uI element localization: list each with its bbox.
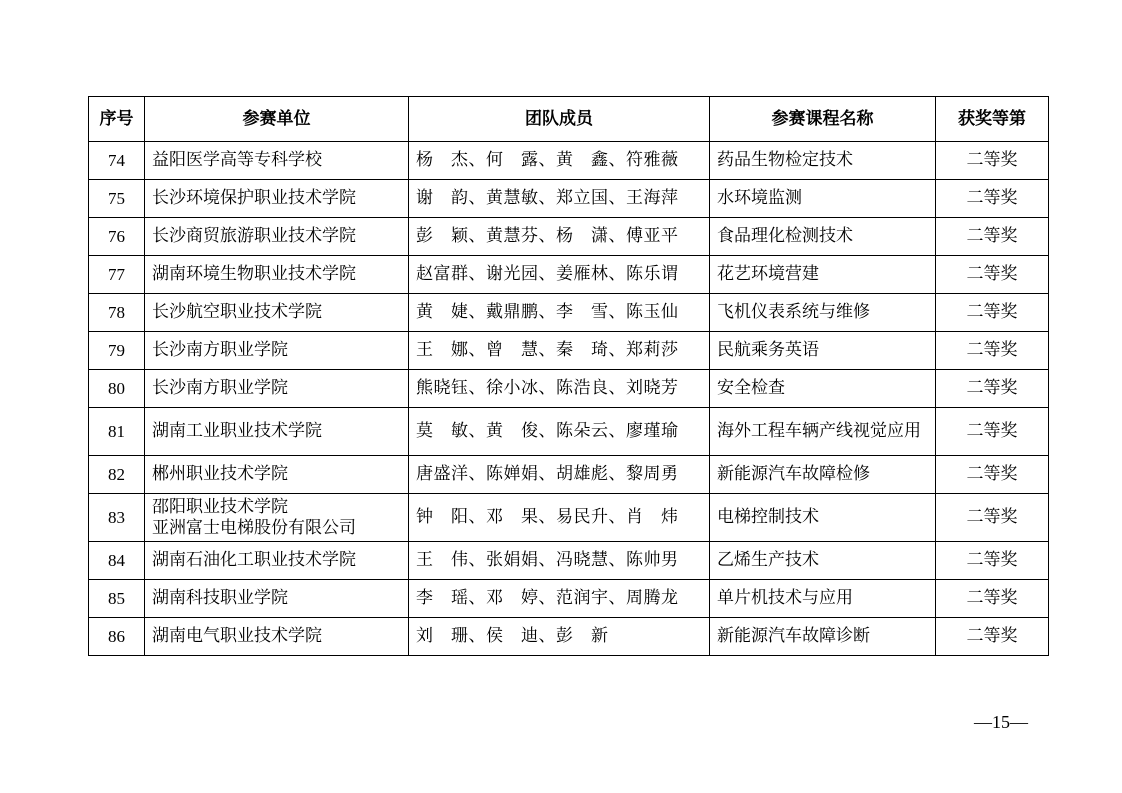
unit-line: 湖南电气职业技术学院: [152, 626, 322, 646]
row-course: 安全检查: [710, 370, 936, 408]
row-award: 二等奖: [936, 218, 1049, 256]
row-num: 80: [89, 370, 145, 408]
table-row: [89, 456, 1049, 494]
row-unit: [145, 494, 409, 542]
table-row: [89, 294, 1049, 332]
row-unit: [145, 456, 409, 494]
row-award: 二等奖: [936, 294, 1049, 332]
row-members: 黄 婕、戴鼎鹏、李 雪、陈玉仙: [409, 294, 710, 332]
table-row: [89, 256, 1049, 294]
unit-line: 长沙南方职业学院: [152, 378, 288, 398]
row-award: 二等奖: [936, 618, 1049, 656]
row-unit: [145, 294, 409, 332]
unit-line: 湖南工业职业技术学院: [152, 421, 322, 441]
row-award: 二等奖: [936, 332, 1049, 370]
row-course: 花艺环境营建: [710, 256, 936, 294]
unit-line: 亚洲富士电梯股份有限公司: [152, 517, 356, 538]
row-members: 钟 阳、邓 果、易民升、肖 炜: [409, 494, 710, 542]
row-course: 飞机仪表系统与维修: [710, 294, 936, 332]
row-award: 二等奖: [936, 142, 1049, 180]
unit-line: 长沙商贸旅游职业技术学院: [152, 226, 356, 246]
row-num: 82: [89, 456, 145, 494]
unit-line: 邵阳职业技术学院: [152, 496, 288, 517]
row-course: 新能源汽车故障检修: [710, 456, 936, 494]
row-award: 二等奖: [936, 542, 1049, 580]
row-unit: [145, 332, 409, 370]
table-row: [89, 618, 1049, 656]
row-num: 74: [89, 142, 145, 180]
unit-line: 长沙航空职业技术学院: [152, 302, 322, 322]
row-course: 民航乘务英语: [710, 332, 936, 370]
row-members: 谢 韵、黄慧敏、郑立国、王海萍: [409, 180, 710, 218]
unit-line: 湖南环境生物职业技术学院: [152, 264, 356, 284]
row-course: 水环境监测: [710, 180, 936, 218]
table-row: [89, 180, 1049, 218]
unit-line: 湖南石油化工职业技术学院: [152, 550, 356, 570]
table-row: [89, 580, 1049, 618]
row-course: 药品生物检定技术: [710, 142, 936, 180]
row-course: 食品理化检测技术: [710, 218, 936, 256]
table-header-row: [89, 97, 1049, 142]
row-award: 二等奖: [936, 580, 1049, 618]
row-award: 二等奖: [936, 408, 1049, 456]
header-course: 参赛课程名称: [710, 97, 936, 142]
row-unit: [145, 256, 409, 294]
award-table: [88, 96, 1049, 656]
row-unit: [145, 542, 409, 580]
unit-line: 郴州职业技术学院: [152, 464, 288, 484]
row-course: 电梯控制技术: [710, 494, 936, 542]
page-number: —15—: [974, 712, 1028, 732]
row-num: 78: [89, 294, 145, 332]
table-row: [89, 332, 1049, 370]
row-unit: [145, 142, 409, 180]
row-num: 81: [89, 408, 145, 456]
row-unit: [145, 218, 409, 256]
row-award: 二等奖: [936, 456, 1049, 494]
unit-line: 长沙环境保护职业技术学院: [152, 188, 356, 208]
row-members: 杨 杰、何 露、黄 鑫、符雅薇: [409, 142, 710, 180]
table-row: [89, 370, 1049, 408]
table-row: [89, 494, 1049, 542]
row-unit: [145, 580, 409, 618]
row-award: 二等奖: [936, 256, 1049, 294]
row-course: 乙烯生产技术: [710, 542, 936, 580]
row-award: 二等奖: [936, 180, 1049, 218]
row-members: 赵富群、谢光园、姜雁林、陈乐谓: [409, 256, 710, 294]
row-members: 莫 敏、黄 俊、陈朵云、廖瑾瑜: [409, 408, 710, 456]
row-unit: [145, 618, 409, 656]
header-unit: 参赛单位: [145, 97, 409, 142]
row-award: 二等奖: [936, 494, 1049, 542]
row-num: 77: [89, 256, 145, 294]
row-num: 75: [89, 180, 145, 218]
table-row: [89, 408, 1049, 456]
row-members: 王 娜、曾 慧、秦 琦、郑莉莎: [409, 332, 710, 370]
row-num: 86: [89, 618, 145, 656]
row-unit: [145, 370, 409, 408]
row-unit: [145, 180, 409, 218]
row-course: 单片机技术与应用: [710, 580, 936, 618]
row-members: 唐盛洋、陈婵娟、胡雄彪、黎周勇: [409, 456, 710, 494]
row-num: 79: [89, 332, 145, 370]
row-members: 王 伟、张娟娟、冯晓慧、陈帅男: [409, 542, 710, 580]
header-members: 团队成员: [409, 97, 710, 142]
row-unit: [145, 408, 409, 456]
table-row: [89, 542, 1049, 580]
table-row: [89, 142, 1049, 180]
unit-line: 湖南科技职业学院: [152, 588, 288, 608]
row-num: 85: [89, 580, 145, 618]
row-members: 彭 颖、黄慧芬、杨 潇、傅亚平: [409, 218, 710, 256]
row-award: 二等奖: [936, 370, 1049, 408]
row-course: 海外工程车辆产线视觉应用: [710, 408, 936, 456]
row-num: 83: [89, 494, 145, 542]
header-award: 获奖等第: [936, 97, 1049, 142]
row-members: 李 瑶、邓 婷、范润宇、周腾龙: [409, 580, 710, 618]
table-row: [89, 218, 1049, 256]
row-members: 刘 珊、侯 迪、彭 新: [409, 618, 710, 656]
row-num: 84: [89, 542, 145, 580]
row-course: 新能源汽车故障诊断: [710, 618, 936, 656]
unit-line: 益阳医学高等专科学校: [152, 150, 322, 170]
unit-line: 长沙南方职业学院: [152, 340, 288, 360]
header-num: 序号: [89, 97, 145, 142]
row-num: 76: [89, 218, 145, 256]
row-members: 熊晓钰、徐小冰、陈浩良、刘晓芳: [409, 370, 710, 408]
